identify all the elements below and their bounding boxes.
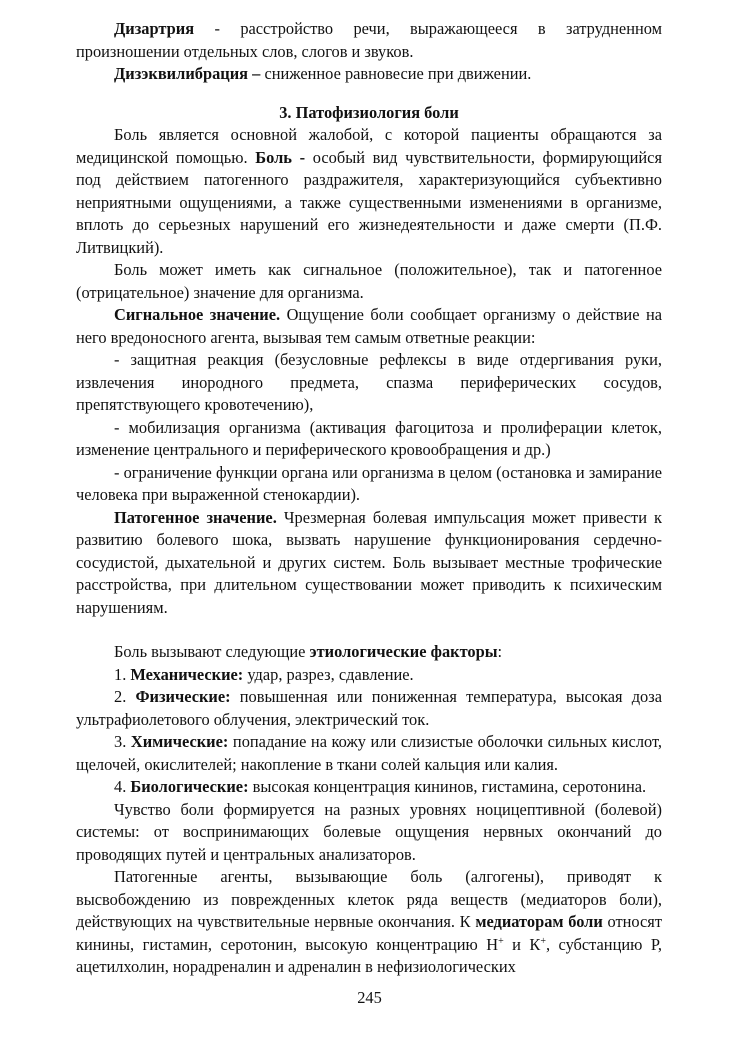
term-definition-dysarthria (76, 18, 662, 63)
document-page (76, 18, 662, 979)
bold-term: медиаторам боли (475, 912, 603, 931)
term: Дизэквилибрация – (114, 64, 261, 83)
factor-number: 2. (114, 687, 136, 706)
text-run: относят кинины, гистамин, серотонин, высокую концентрацию Н (76, 912, 663, 954)
bold-term: Физические: (135, 687, 231, 706)
bold-term: Боль - (255, 147, 306, 167)
text-run: и К (503, 934, 541, 954)
bold-term: Механические: (130, 664, 244, 684)
paragraph-pain-mediators (76, 866, 662, 979)
text-run: , субстанцию Р, ацетилхолин, норадреналин и адреналин в нефизиологических (76, 934, 662, 976)
paragraph-etiological-factors (76, 641, 662, 664)
text-run: повышенная или пониженная температура, высокая доза ультрафиолетового облучения, электрический ток. (76, 687, 663, 729)
text-run: Патогенные агенты, вызывающие боль (алгогены), приводят к высвобождению из поврежденных клеток ряда веществ (медиаторов боли), действующих на чувствительные нервные окончания. К (76, 867, 662, 931)
section-title: 3. Патофизиология боли (279, 102, 459, 122)
superscript-plus: + (540, 935, 546, 947)
page-number: 245 (357, 988, 382, 1007)
text-run: особый вид чувствительности, формирующийся под действием патогенного раздражителя, характеризующийся субъективно неприятными ощущениями, а также существенными изменениями в организме, вплоть до серьезных нарушений его жизнедеятельности и даже смерти (П.Ф. Литвицкий). (76, 147, 662, 257)
term-definition-disequilibration (76, 63, 662, 86)
superscript-plus: + (498, 935, 504, 947)
factor-number: 4. (114, 777, 131, 796)
paragraph-pain-definition (76, 124, 662, 259)
list-item-mobilization: - мобилизация организма (активация фагоцитоза и пролиферации клеток, изменение центрального и периферического кровообращения и др.) (76, 417, 662, 459)
text-run: : (497, 642, 503, 661)
bold-term: Сигнальное значение. (114, 305, 281, 324)
term-text: сниженное равновесие при движении. (264, 64, 532, 83)
factor-physical (76, 686, 662, 731)
paragraph-nociceptive-system: Чувство боли формируется на разных уровнях ноцицептивной (болевой) системы: от воспринимающих болевые ощущения нервных окончаний до проводящих путей и центральных анализаторов. (76, 799, 662, 864)
factor-mechanical (76, 664, 662, 687)
list-item-restriction: - ограничение функции органа или организма в целом (остановка и замирание человека при выраженной стенокардии). (76, 462, 662, 504)
list-item-protective-reaction: - защитная реакция (безусловные рефлексы в виде отдергивания руки, извлечения инородного предмета, спазма периферических сосудов, препятствующего кровотечению), (76, 350, 662, 414)
term-text: расстройство речи, выражающееся в затрудненном произношении отдельных слов, слогов и звуков. (76, 19, 662, 61)
factor-number: 3. (114, 732, 131, 751)
text-run: Боль вызывают следующие (114, 642, 310, 661)
text-run: высокая концентрация кининов, гистамина, серотонина. (248, 777, 647, 796)
text-run: попадание на кожу или слизистые оболочки сильных кислот, щелочей, окислителей; накопление в ткани солей кальция или калия. (76, 732, 663, 774)
factor-biological (76, 776, 662, 799)
factor-chemical (76, 731, 662, 776)
text-run: удар, разрез, сдавление. (243, 664, 414, 684)
paragraph-pain-significance: Боль может иметь как сигнальное (положительное), так и патогенное (отрицательное) значение для организма. (76, 260, 662, 302)
bold-term: Патогенное значение. (114, 507, 277, 527)
paragraph-signal-significance (76, 304, 662, 349)
paragraph-pathogenic-significance (76, 507, 662, 620)
text-run: Ощущение боли сообщает организму о действие на него вредоносного агента, вызывая тем самым ответные реакции: (76, 305, 662, 347)
term: Дизартрия (114, 19, 195, 38)
factor-number: 1. (114, 664, 131, 684)
bold-term: этиологические факторы (309, 642, 498, 661)
bold-term: Биологические: (130, 777, 249, 796)
text-run: Чрезмерная болевая импульсация может привести к развитию болевого шока, вызвать нарушение функционирования сердечно-сосудистой, дыхательной и других систем. Боль вызывает местные трофические расстройства, при длительном существовании может приводить к психическим нарушениям. (76, 507, 662, 617)
bold-term: Химические: (130, 732, 229, 751)
term-separator: - (194, 19, 241, 38)
text-run: Боль является основной жалобой, с которой пациенты обращаются за медицинской помощью. (76, 125, 662, 167)
